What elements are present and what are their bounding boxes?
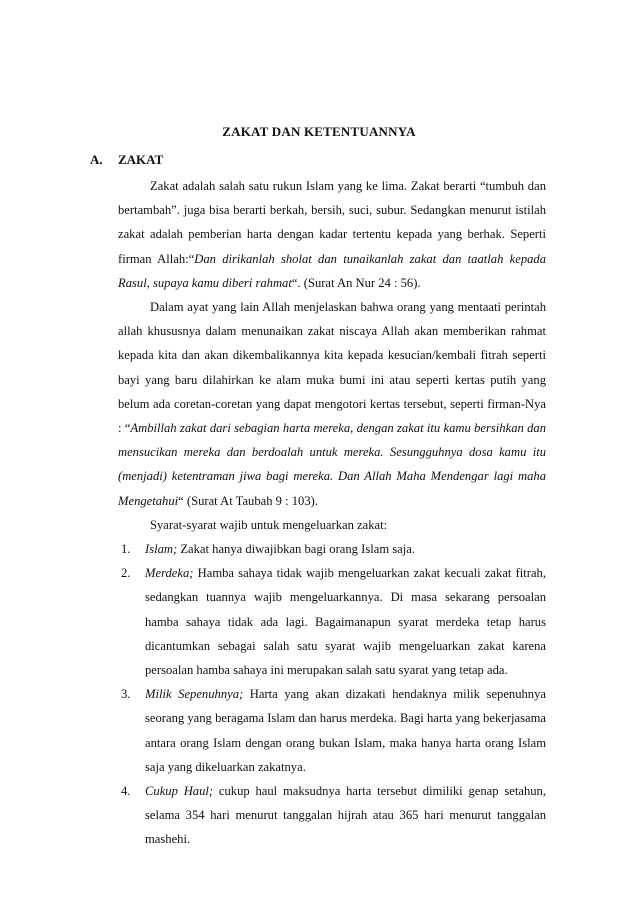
list-term: Islam; [145, 542, 178, 557]
list-item [118, 537, 546, 561]
list-item [118, 779, 546, 852]
list-term: Merdeka; [145, 566, 194, 581]
list-number: 1. [121, 542, 131, 557]
page-title: ZAKAT DAN KETENTUANNYA [222, 124, 416, 139]
list-text: cukup haul maksudnya harta tersebut dimiliki genap setahun, selama 354 hari menurut tanggalan hijrah atau 365 hari menurut tanggalan mashehi. [145, 784, 546, 847]
list-text: Harta yang akan dizakati hendaknya milik sepenuhnya seorang yang beragama Islam dan harus merdeka. Bagi harta yang bekerjasama antara orang Islam dengan orang bukan Islam, maka hanya harta orang Islam saja yang dikeluarkan zakatnya. [145, 687, 546, 774]
paragraph-2 [118, 295, 546, 513]
section-heading [90, 152, 163, 168]
section-title: ZAKAT [118, 152, 164, 167]
section-letter: A. [90, 152, 103, 167]
list-text: Zakat hanya diwajibkan bagi orang Islam saja. [177, 542, 415, 557]
list-item [118, 561, 546, 682]
paragraph-3: Syarat-syarat wajib untuk mengeluarkan zakat: [150, 517, 388, 532]
list-term: Milik Sepenuhnya; [145, 687, 244, 702]
paragraph-1-citation: “. (Surat An Nur 24 : 56). [291, 275, 421, 290]
list-number: 3. [121, 687, 131, 702]
list-term: Cukup Haul; [145, 784, 214, 799]
list-item [118, 682, 546, 779]
paragraph-1-text: Zakat adalah salah satu rukun Islam yang ke lima. Zakat berarti “tumbuh dan bertambah”. juga bisa berarti berkah, bersih, suci, subur. Sedangkan menurut istilah zakat adalah pemberian harta dengan kadar tertentu kepada yang berhak. Seperti firman Allah:“ [118, 179, 546, 266]
paragraph-1-quote: Dan dirikanlah sholat dan tunaikanlah zakat dan taatlah kepada Rasul, supaya kamu diberi rahmat [118, 251, 547, 290]
paragraph-2-text: Dalam ayat yang lain Allah menjelaskan bahwa orang yang mentaati perintah allah khususnya dalam menunaikan zakat niscaya Allah akan memberikan rahmat kepada kita dan akan dikembalikannya kita kepada kesucian/kembali fitrah seperti bayi yang baru dilahirkan ke alam muka bumi ini atau seperti kertas putih yang belum ada coretan-coretan yang dapat mengotori kertas tersebut, seperti firman-Nya : “ [118, 300, 546, 436]
requirements-list [118, 537, 546, 852]
list-number: 4. [121, 784, 131, 799]
paragraph-1 [118, 174, 546, 295]
list-number: 2. [121, 566, 131, 581]
list-text: Hamba sahaya tidak wajib mengeluarkan zakat kecuali zakat fitrah, sedangkan tuannya wajib mengeluarkannya. Di masa sekarang persoalan hamba sahaya tidak ada lagi. Bagaimanapun syarat merdeka tetap harus dicantumkan sebagai salah satu syarat wajib mengeluarkan zakat karena persoalan hamba sahaya ini merupakan salah satu syarat yang tetap ada. [145, 566, 546, 678]
paragraph-2-citation: “ (Surat At Taubah 9 : 103). [178, 493, 318, 508]
paragraph-2-quote: Ambillah zakat dari sebagian harta mereka, dengan zakat itu kamu bersihkan dan mensucikan mereka dan berdoalah untuk mereka. Sesungguhnya dosa kamu itu (menjadi) ketentraman jiwa bagi mereka. Dan Allah Maha Mendengar lagi maha Mengetahui [118, 421, 546, 508]
section-body [118, 174, 546, 852]
